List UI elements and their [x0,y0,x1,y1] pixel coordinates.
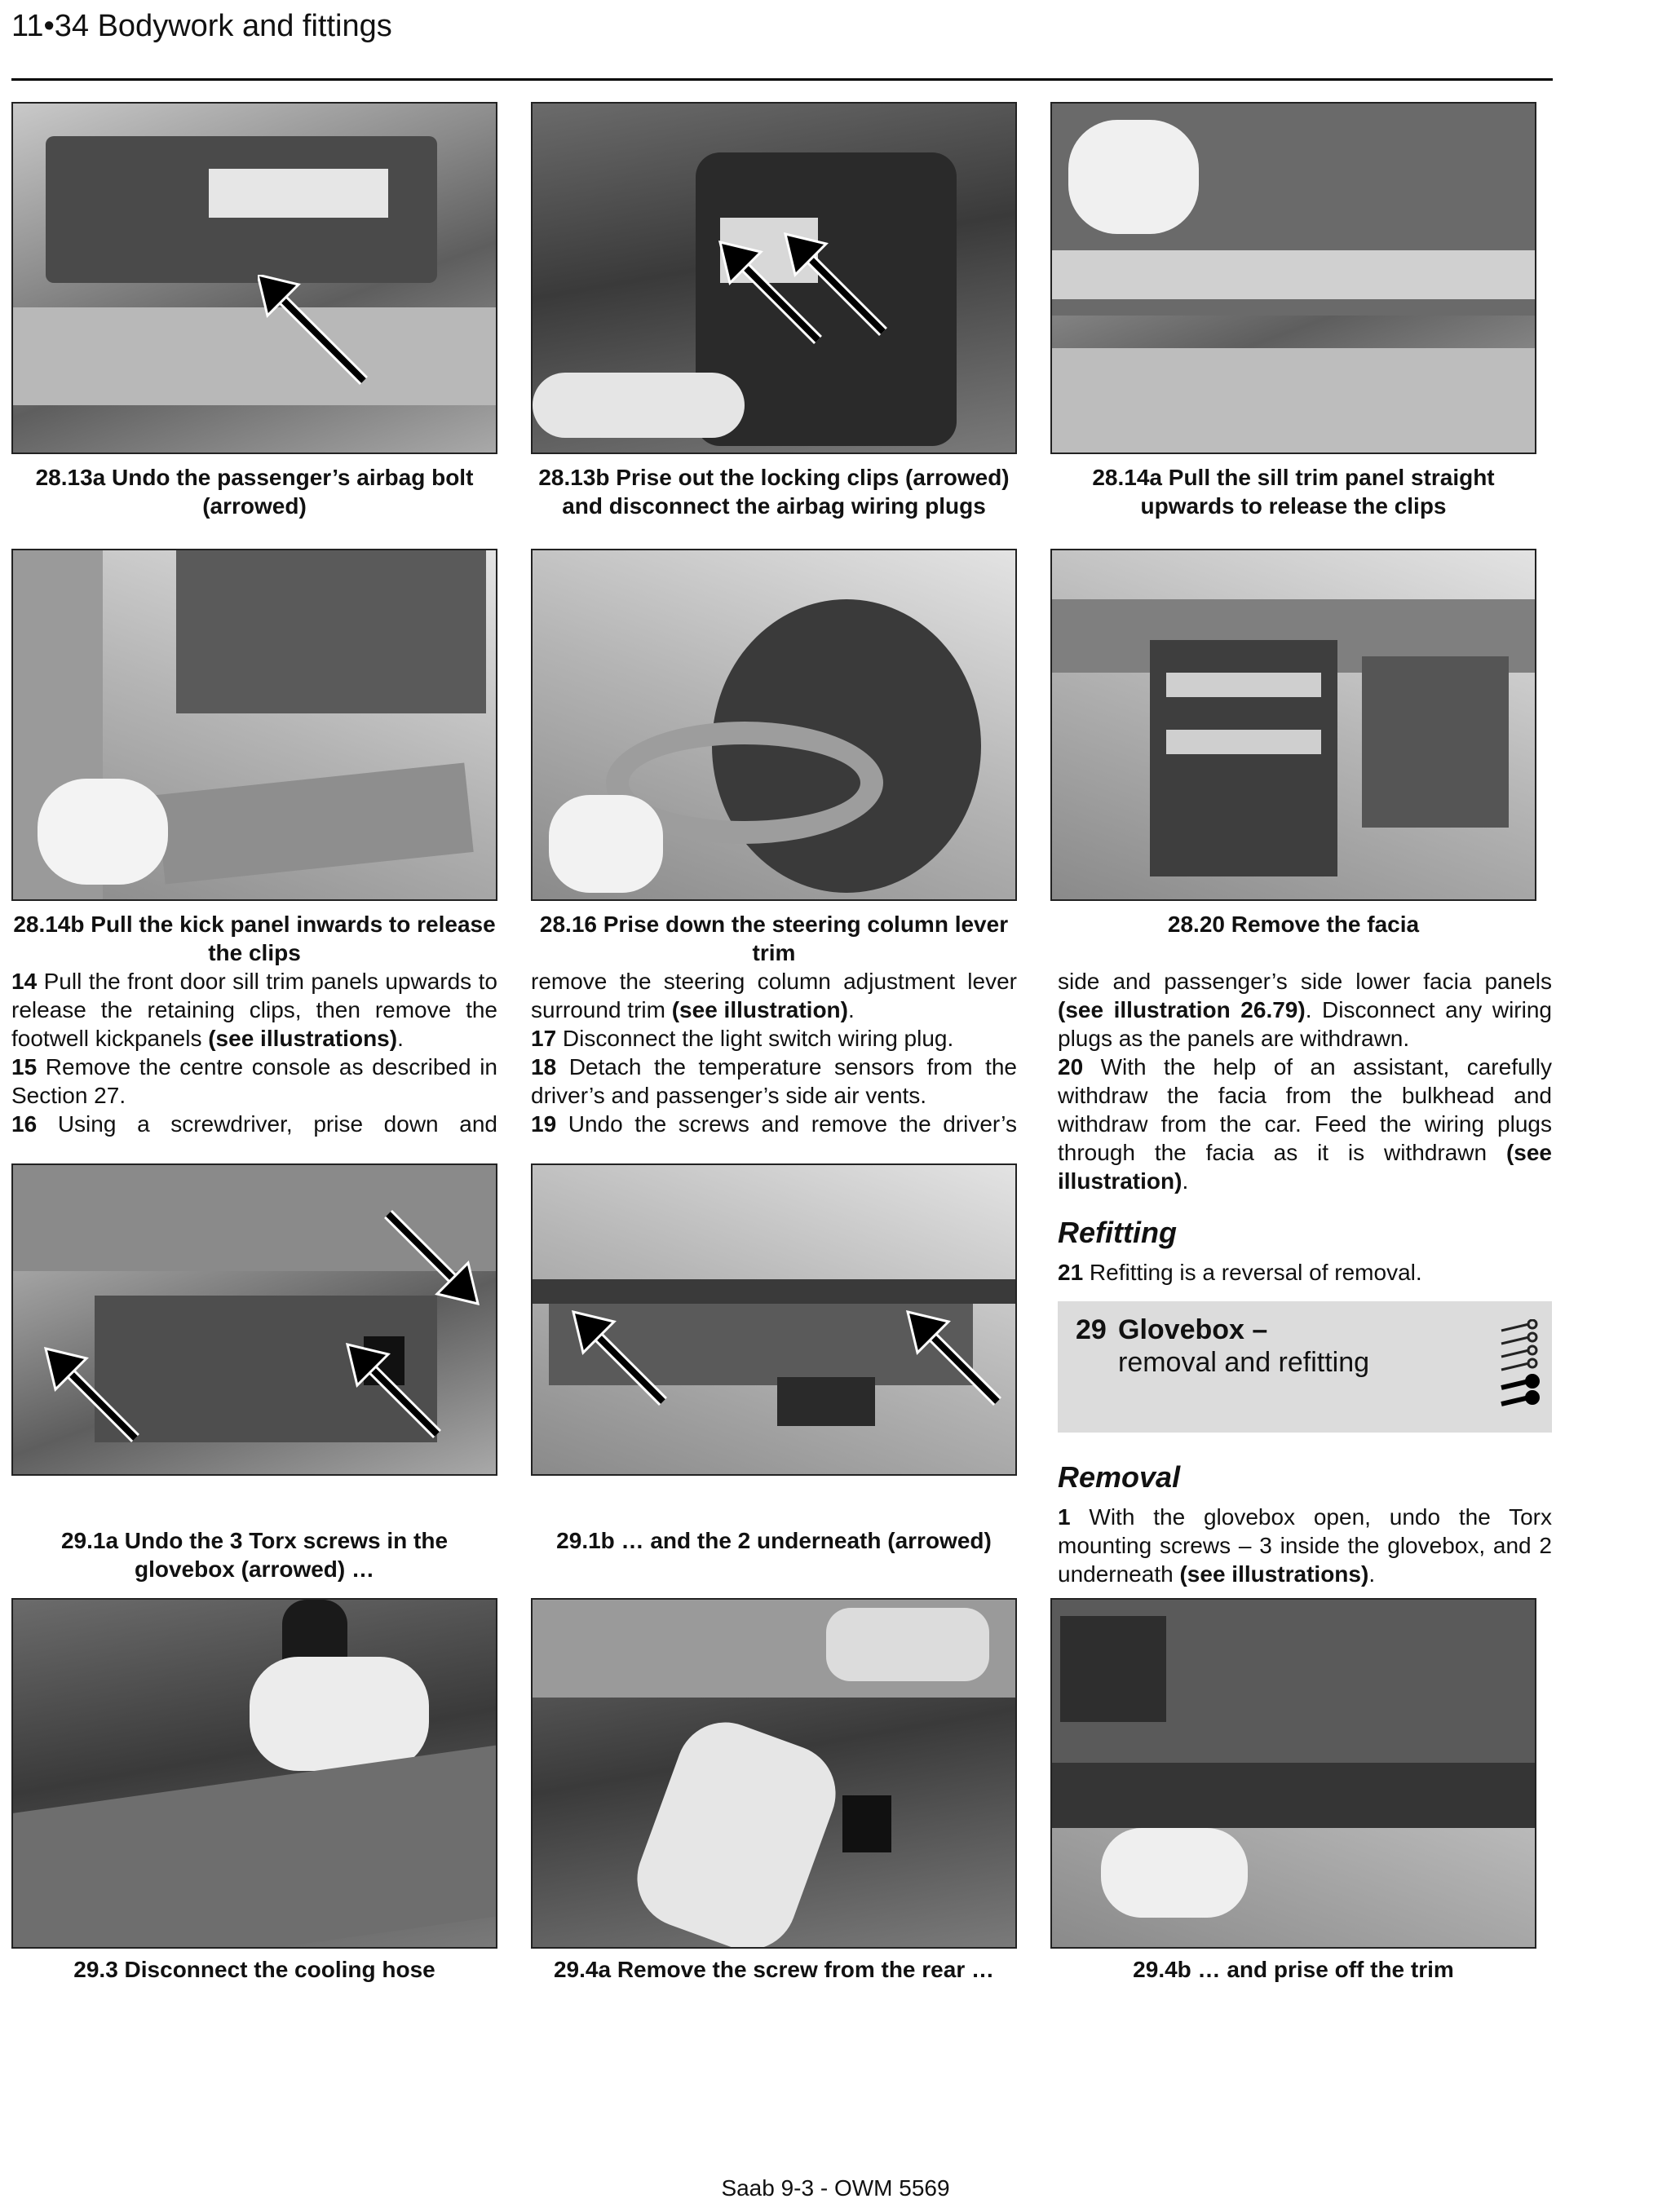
caption-28-14b: 28.14b Pull the kick panel inwards to release the clips [13,912,496,965]
arrow-icon [258,275,380,397]
photo-29-4b [1050,1598,1536,1949]
wrench-difficulty-icon [1496,1319,1541,1417]
arrow-icon [900,1304,1017,1426]
photo-29-1a [11,1163,497,1476]
arrow-icon [777,226,900,348]
paragraph-16: 16 Using a screwdriver, prise down and [11,1111,497,1137]
caption-29-1a: 29.1a Undo the 3 Torx screws in the glovebox (arrowed) … [60,1528,449,1582]
caption-28-14a: 28.14a Pull the sill trim panel straight upwards to release the clips [1092,465,1495,519]
arrow-icon [372,1198,494,1320]
caption-29-4a: 29.4a Remove the screw from the rear … [553,1957,994,1982]
paragraph-21: 21 Refitting is a reversal of removal. [1058,1260,1422,1285]
page-footer: Saab 9-3 - OWM 5569 [721,2175,950,2201]
paragraph-17: 17 Disconnect the light switch wiring plug. [531,1026,954,1051]
page-header: 11•34 Bodywork and fittings [11,9,392,43]
removal-heading: Removal [1058,1460,1181,1494]
caption-28-13a: 28.13a Undo the passenger’s airbag bolt (arrowed) [35,465,474,519]
body-text-column-3 [1058,967,1552,1195]
section-title: Glovebox – [1118,1314,1268,1345]
arrow-icon [331,1328,453,1450]
paragraph-14: 14 Pull the front door sill trim panels upwards to release the retaining clips, then remove the footwell kickpanels (see illustrations). [11,969,497,1051]
section-29-heading-box [1058,1301,1552,1433]
photo-28-13b [531,102,1017,454]
caption-29-3: 29.3 Disconnect the cooling hose [73,1957,435,1982]
photo-28-20 [1050,549,1536,901]
photo-29-3 [11,1598,497,1949]
paragraph-18: 18 Detach the temperature sensors from the driver’s and passenger’s side air vents. [531,1054,1017,1108]
caption-29-1b: 29.1b … and the 2 underneath (arrowed) [556,1528,992,1553]
paragraph-19-cont: side and passenger’s side lower facia panels (see illustration 26.79). Disconnect any wiring plugs as the panels are withdrawn. [1058,969,1552,1051]
caption-29-4b: 29.4b … and prise off the trim [1133,1957,1454,1982]
photo-28-14a [1050,102,1536,454]
header-rule [11,78,1553,81]
photo-29-4a [531,1598,1017,1949]
arrow-icon [29,1332,152,1455]
paragraph-20: 20 With the help of an assistant, carefully withdraw the facia from the bulkhead and withdraw from the car. Feed the wiring plugs through the facia as it is withdrawn (see illustration). [1058,1054,1552,1194]
photo-28-13a [11,102,497,454]
section-subtitle: removal and refitting [1118,1347,1370,1378]
caption-28-20: 28.20 Remove the facia [1167,912,1420,937]
paragraph-19: 19 Undo the screws and remove the driver’s [531,1111,1017,1137]
photo-29-1b [531,1163,1017,1476]
arrow-icon [565,1304,687,1426]
paragraph-1: 1 With the glovebox open, undo the Torx mounting screws – 3 inside the glovebox, and 2 underneath (see illustrations). [1058,1504,1552,1587]
photo-28-16 [531,549,1017,901]
caption-28-16: 28.16 Prise down the steering column lever trim [539,912,1009,965]
paragraph-16-cont: remove the steering column adjustment lever surround trim (see illustration). [531,969,1017,1022]
body-text-column-1 [11,967,497,1138]
caption-28-13b: 28.13b Prise out the locking clips (arrowed) and disconnect the airbag wiring plugs [538,465,1010,519]
section-number: 29 [1076,1314,1107,1345]
refitting-heading: Refitting [1058,1216,1177,1249]
paragraph-15: 15 Remove the centre console as described in Section 27. [11,1054,497,1108]
photo-28-14b [11,549,497,901]
body-text-column-2 [531,967,1017,1138]
